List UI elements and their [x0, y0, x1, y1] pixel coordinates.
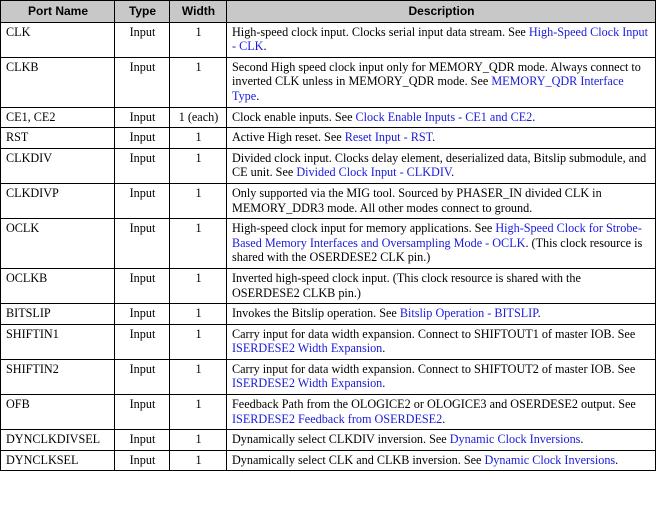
description-cell: [227, 268, 656, 303]
type-cell: Input: [115, 395, 170, 430]
type-cell: Input: [115, 183, 170, 218]
width-cell: 1: [170, 148, 227, 183]
table-row: [1, 304, 656, 325]
description-text: High-speed clock input. Clocks serial input data stream. See: [232, 24, 529, 39]
cross-reference-link[interactable]: MEMORY_QDR Interface Type: [232, 74, 624, 103]
header-type: Type: [115, 1, 170, 23]
table-row: [1, 430, 656, 451]
port-name-cell: DYNCLKDIVSEL: [1, 430, 115, 451]
description-cell: [227, 359, 656, 394]
description-text: Dynamically select CLK and CLKB inversion. See: [232, 452, 485, 467]
port-name-cell: OCLK: [1, 219, 115, 269]
table-row: [1, 57, 656, 107]
cross-reference-link[interactable]: Dynamic Clock Inversions: [449, 432, 581, 447]
port-name-cell: CLKB: [1, 57, 115, 107]
port-name-cell: RST: [1, 128, 115, 149]
width-cell: 1: [170, 57, 227, 107]
description-text: .: [532, 109, 536, 124]
description-cell: [227, 22, 656, 57]
description-text: . (This clock resource is shared with the OSERDESE2 CLK pin.): [232, 235, 643, 265]
table-row: [1, 395, 656, 430]
width-cell: 1: [170, 128, 227, 149]
description-text: .: [580, 432, 584, 447]
header-width: Width: [170, 1, 227, 23]
cross-reference-link[interactable]: High-Speed Clock Input - CLK: [232, 24, 648, 54]
table-row: [1, 128, 656, 149]
width-cell: 1: [170, 430, 227, 451]
description-text: .: [451, 165, 455, 180]
header-description: Description: [227, 1, 656, 23]
description-cell: [227, 57, 656, 107]
description-text: .: [442, 411, 446, 426]
width-cell: 1: [170, 324, 227, 359]
width-cell: 1: [170, 450, 227, 471]
description-text: Invokes the Bitslip operation. See: [232, 306, 400, 321]
description-text: .: [537, 306, 541, 321]
type-cell: Input: [115, 148, 170, 183]
table-row: [1, 219, 656, 269]
cross-reference-link[interactable]: ISERDESE2 Width Expansion: [232, 341, 383, 356]
width-cell: 1: [170, 395, 227, 430]
description-text: .: [432, 130, 436, 145]
description-text: Divided clock input. Clocks delay element, deserialized data, Bitslip submodule, and CE unit. See: [232, 150, 647, 180]
width-cell: 1: [170, 183, 227, 218]
width-cell: 1: [170, 22, 227, 57]
description-text: .: [382, 341, 386, 356]
header-port-name: Port Name: [1, 1, 115, 23]
port-name-cell: CLKDIV: [1, 148, 115, 183]
description-text: .: [263, 39, 267, 54]
description-cell: [227, 107, 656, 128]
type-cell: Input: [115, 268, 170, 303]
description-text: High-speed clock input for memory applications. See: [232, 221, 496, 236]
description-text: .: [256, 88, 260, 103]
description-text: Carry input for data width expansion. Connect to SHIFTOUT1 of master IOB. See: [232, 326, 636, 341]
port-name-cell: SHIFTIN1: [1, 324, 115, 359]
type-cell: Input: [115, 430, 170, 451]
type-cell: Input: [115, 22, 170, 57]
type-cell: Input: [115, 304, 170, 325]
cross-reference-link[interactable]: High-Speed Clock for Strobe-Based Memory Interfaces and Oversampling Mode - OCLK: [232, 221, 642, 250]
description-text: Second High speed clock input only for MEMORY_QDR mode. Always connect to inverted CLK unless in MEMORY_QDR mode. See: [232, 59, 641, 89]
description-text: Inverted high-speed clock input. (This clock resource is shared with the OSERDESE2 CLKB pin.): [232, 270, 581, 300]
table-row: [1, 450, 656, 471]
table-row: [1, 107, 656, 128]
description-text: .: [382, 376, 386, 391]
type-cell: Input: [115, 359, 170, 394]
description-text: .: [615, 452, 619, 467]
port-name-cell: BITSLIP: [1, 304, 115, 325]
type-cell: Input: [115, 450, 170, 471]
description-text: Clock enable inputs. See: [232, 109, 356, 124]
width-cell: 1: [170, 219, 227, 269]
description-cell: [227, 450, 656, 471]
port-name-cell: CE1, CE2: [1, 107, 115, 128]
table-row: [1, 183, 656, 218]
cross-reference-link[interactable]: ISERDESE2 Width Expansion: [232, 376, 383, 391]
type-cell: Input: [115, 107, 170, 128]
cross-reference-link[interactable]: Divided Clock Input - CLKDIV: [296, 165, 452, 180]
width-cell: 1: [170, 359, 227, 394]
description-cell: [227, 324, 656, 359]
port-name-cell: DYNCLKSEL: [1, 450, 115, 471]
type-cell: Input: [115, 57, 170, 107]
port-name-cell: CLK: [1, 22, 115, 57]
type-cell: Input: [115, 128, 170, 149]
table-row: [1, 22, 656, 57]
cross-reference-link[interactable]: Dynamic Clock Inversions: [484, 452, 616, 467]
header-row: [1, 1, 656, 23]
cross-reference-link[interactable]: Clock Enable Inputs - CE1 and CE2: [355, 109, 533, 124]
description-cell: [227, 148, 656, 183]
table-row: [1, 359, 656, 394]
description-cell: [227, 430, 656, 451]
description-text: Active High reset. See: [232, 130, 345, 145]
type-cell: Input: [115, 324, 170, 359]
port-name-cell: OCLKB: [1, 268, 115, 303]
port-name-cell: SHIFTIN2: [1, 359, 115, 394]
description-cell: [227, 304, 656, 325]
port-name-cell: OFB: [1, 395, 115, 430]
table-row: [1, 268, 656, 303]
description-text: Only supported via the MIG tool. Sourced by PHASER_IN divided CLK in MEMORY_DDR3 mode. All other modes connect to ground.: [232, 185, 602, 215]
type-cell: Input: [115, 219, 170, 269]
table-row: [1, 148, 656, 183]
width-cell: 1: [170, 304, 227, 325]
table-row: [1, 324, 656, 359]
cross-reference-link[interactable]: ISERDESE2 Feedback from OSERDESE2: [232, 411, 443, 426]
description-cell: [227, 183, 656, 218]
width-cell: 1 (each): [170, 107, 227, 128]
table-body: [1, 22, 656, 471]
width-cell: 1: [170, 268, 227, 303]
cross-reference-link[interactable]: Bitslip Operation - BITSLIP: [399, 306, 538, 321]
description-cell: [227, 128, 656, 149]
description-cell: [227, 395, 656, 430]
port-name-cell: CLKDIVP: [1, 183, 115, 218]
description-text: Carry input for data width expansion. Connect to SHIFTOUT2 of master IOB. See: [232, 361, 636, 376]
description-text: Feedback Path from the OLOGICE2 or OLOGICE3 and OSERDESE2 output. See: [232, 397, 636, 412]
cross-reference-link[interactable]: Reset Input - RST: [344, 130, 433, 145]
description-cell: [227, 219, 656, 269]
description-text: Dynamically select CLKDIV inversion. See: [232, 432, 450, 447]
